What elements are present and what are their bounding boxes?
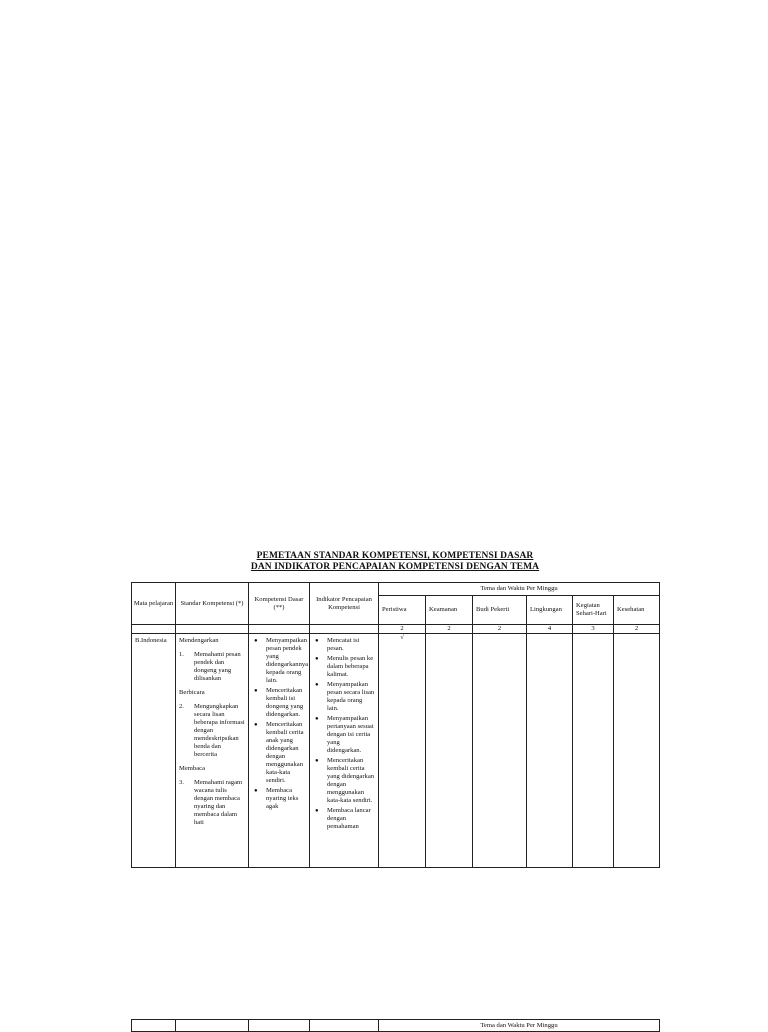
kompetensi-dasar-cell (249, 634, 310, 868)
sk-item (179, 703, 245, 759)
sk-item-number: 1. (179, 651, 184, 658)
indikator-cell (310, 634, 379, 868)
empty-cell (614, 634, 660, 868)
weeks-keamanan: 2 (426, 625, 473, 634)
empty-cell (573, 634, 614, 868)
kd-item: ● Membaca nyaring teks agak (266, 787, 306, 811)
competency-mapping-table-continued (131, 1019, 660, 1032)
sk-heading: Membaca (179, 765, 205, 772)
competency-mapping-table (131, 582, 660, 868)
check-mark-peristiwa: √ (379, 634, 426, 868)
indikator-item: ● Menyampaikan pertanyaan sesuai dengan isi cerita yang didengarkan. (327, 715, 375, 755)
indikator-item: ● Mencatat isi pesan. (327, 637, 375, 653)
indikator-item: ● Menyampaikan pesan secara lisan kepada orang lain. (327, 681, 375, 713)
page-title-line-1: PEMETAAN STANDAR KOMPETENSI, KOMPETENSI DASAR (256, 551, 534, 561)
standar-kompetensi-cell (176, 634, 249, 868)
header-kompetensi-dasar: Kompetensi Dasar (**) (249, 583, 310, 625)
weeks-budi-pekerti: 2 (473, 625, 527, 634)
weeks-lingkungan: 4 (527, 625, 573, 634)
indikator-item: ● Menulis pesan ke dalam beberapa kalimat. (327, 655, 375, 679)
header-standar-kompetensi: Standar Kompetensi (*) (176, 583, 249, 625)
header-theme-keamanan: Keamanan (426, 596, 473, 625)
header-mata-pelajaran: Mata pelajaran (132, 583, 176, 625)
sk-item-text: Memahami pesan pendek dan dongeng yang dilisankan (194, 651, 241, 682)
sk-item-text: Mengungkapkan secara lisan beberapa informasi dengan mendeskripsikan benda dan bercerita (194, 703, 245, 758)
header-theme-lingkungan: Lingkungan (527, 596, 573, 625)
empty-cell (527, 634, 573, 868)
header-tema-group-continued: Tema dan Waktu Per Minggu (379, 1020, 660, 1032)
header-theme-kegiatan: Kegiatan Sehari-Hari (573, 596, 614, 625)
header-theme-budi-pekerti: Budi Pekerti (473, 596, 527, 625)
sk-item-number: 3. (179, 779, 184, 786)
weeks-peristiwa: 2 (379, 625, 426, 634)
subject-cell: B.Indonesia (132, 634, 176, 868)
header-indikator: Indikator Pencapaian Kompetensi (310, 583, 379, 625)
sk-item (179, 651, 245, 683)
empty-cell (473, 634, 527, 868)
sk-item (179, 779, 245, 827)
indikator-item: ● Menceritakan kembali cerita yang didengarkan dengan menggunakan kata-kata sendiri. (327, 757, 375, 805)
page-title-line-2: DAN INDIKATOR PENCAPAIAN KOMPETENSI DENGAN TEMA (250, 562, 540, 572)
kd-item: ● Menceritakan kembali isi dongeng yang didengarkan. (266, 687, 306, 719)
weeks-kesehatan: 2 (614, 625, 660, 634)
header-theme-kesehatan: Kesehatan (614, 596, 660, 625)
header-tema-group: Tema dan Waktu Per Minggu (379, 583, 660, 596)
kd-item: ● Menyampaikan pesan pendek yang didengarkannya kepada orang lain. (266, 637, 306, 685)
sk-heading: Berbicara (179, 689, 205, 696)
indikator-item: ● Membaca lancar dengan pemahaman (327, 807, 375, 831)
sk-item-text: Memahami ragam wacana tulis dengan membaca nyaring dan membaca dalam hati (194, 779, 243, 826)
sk-heading: Mendengarkan (179, 637, 219, 644)
header-theme-peristiwa: Peristiwa (379, 596, 426, 625)
kd-item: ● Menceritakan kembali cerita anak yang didengarkan dengan menggunakan kata-kata sendiri. (266, 721, 306, 785)
weeks-kegiatan: 3 (573, 625, 614, 634)
empty-cell (426, 634, 473, 868)
sk-item-number: 2. (179, 703, 184, 710)
